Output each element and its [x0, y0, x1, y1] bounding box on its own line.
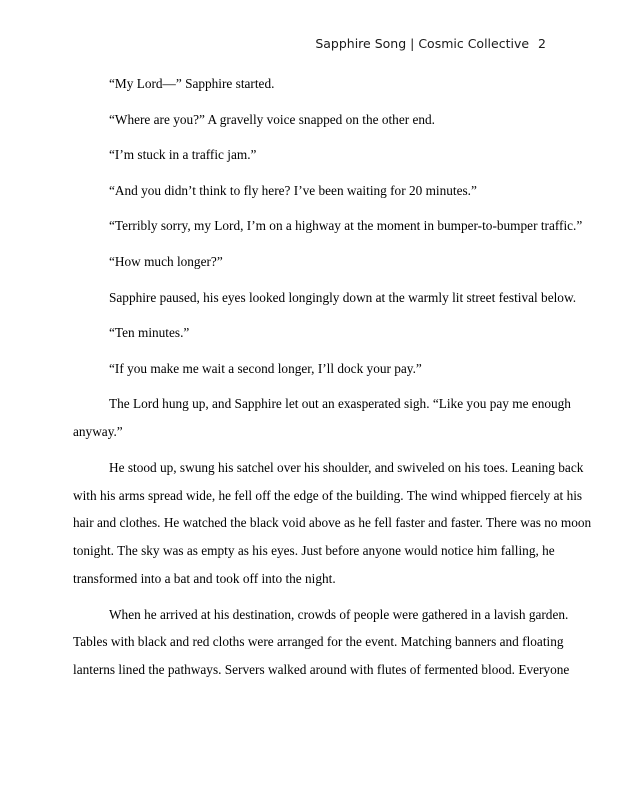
text-line: “If you make me wait a second longer, I’ll dock your pay.” [109, 360, 422, 376]
paragraph [73, 141, 549, 169]
paragraph [73, 248, 549, 276]
paragraph [73, 355, 549, 383]
paragraph [73, 284, 577, 312]
paragraph [73, 106, 549, 134]
text-line: “I’m stuck in a traffic jam.” [109, 147, 257, 163]
paragraph [73, 70, 549, 98]
text-line: with his arms spread wide, he fell off the edge of the building. The wind whipped fiercely at his [73, 487, 583, 503]
text-line: He stood up, swung his satchel over his shoulder, and swiveled on his toes. Leaning back [109, 459, 584, 475]
page-number: 2 [538, 36, 546, 51]
text-line: “Terribly sorry, my Lord, I’m on a highway at the moment in bumper-to-bumper traffic.” [109, 218, 583, 234]
paragraph [73, 319, 549, 347]
text-line: lanterns lined the pathways. Servers walked around with flutes of fermented blood. Everyone [73, 662, 570, 678]
text-line: tonight. The sky was as empty as his eyes. Just before anyone would notice him falling, he [73, 543, 555, 559]
text-line: hair and clothes. He watched the black void above as he fell faster and faster. There was no moon [73, 515, 592, 531]
text-line: When he arrived at his destination, crowds of people were gathered in a lavish garden. [109, 606, 569, 622]
manuscript-body [73, 70, 592, 684]
paragraph [73, 601, 570, 684]
running-title: Sapphire Song | Cosmic Collective [315, 36, 530, 51]
text-line: Sapphire paused, his eyes looked longingly down at the warmly lit street festival below. [109, 289, 577, 305]
paragraph [73, 454, 592, 593]
text-line: “My Lord—” Sapphire started. [109, 76, 275, 91]
text-line: “Where are you?” A gravelly voice snapped on the other end. [109, 111, 436, 127]
text-line: Tables with black and red cloths were arranged for the event. Matching banners and floating [73, 634, 564, 650]
paragraph [73, 212, 583, 240]
text-line: The Lord hung up, and Sapphire let out an exasperated sigh. “Like you pay me enough [109, 396, 571, 412]
text-line: “And you didn’t think to fly here? I’ve been waiting for 20 minutes.” [109, 182, 477, 198]
paragraph [73, 390, 571, 446]
text-line: “Ten minutes.” [109, 325, 190, 341]
paragraph [73, 177, 549, 205]
text-line: “How much longer?” [109, 253, 223, 269]
text-line: transformed into a bat and took off into the night. [73, 570, 336, 586]
running-header [315, 36, 546, 51]
text-line: anyway.” [73, 424, 123, 440]
